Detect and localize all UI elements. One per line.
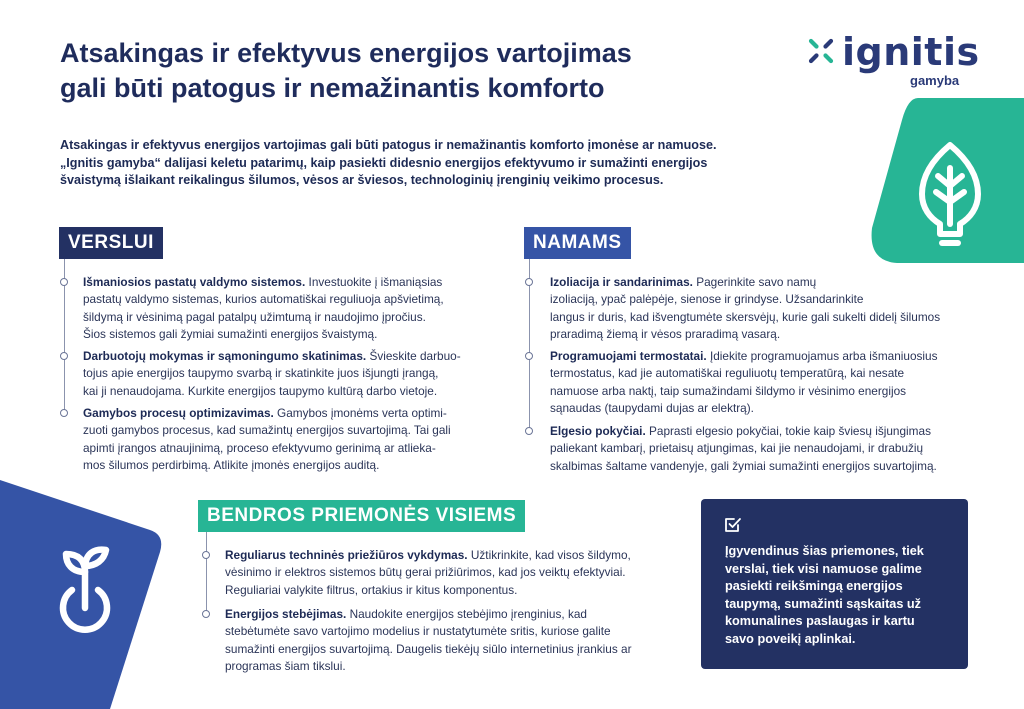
checkbox-icon <box>723 515 743 535</box>
item-heading: Elgesio pokyčiai. <box>550 424 646 438</box>
bullet <box>525 427 533 435</box>
bullet <box>525 352 533 360</box>
bullet <box>60 409 68 417</box>
ignitis-logo <box>806 30 980 92</box>
section-tag-verslui: VERSLUI <box>59 227 163 259</box>
intro-line: Atsakingas ir efektyvus energijos vartojimas gali būti patogus ir nemažinantis komforto įmonėse ar namuose. <box>60 138 717 152</box>
bullet <box>60 278 68 286</box>
item-heading: Reguliarus techninės priežiūros vykdymas. <box>225 548 468 562</box>
verslui-item-smart-buildings: Išmaniosios pastatų valdymo sistemos. Investuokite į išmaniąsias pastatų valdymo sistemas, kurios automatiškai reguliuoja apšvietimą, šildymą ir vėsinimą pagal patalpų užimtumą ir naudojimo įpročius. Šios sistemos gali žymiai sumažinti energijos švaistymą. <box>83 275 444 341</box>
title-line-1: Atsakingas ir efektyvus energijos vartojimas <box>60 38 632 68</box>
conclusion-text: Įgyvendinus šias priemones, tiek verslai, tiek visi namuose galime pasiekti reikšmingą energijos taupymą, sumažinti sąskaitas už komunalines paslaugas ir kartu savo poveikį aplinkai. <box>725 544 924 646</box>
namams-item-thermostats: Programuojami termostatai. Įdiekite programuojamus arba išmaniuosius termostatus, kad jie automatiškai reguliuotų temperatūrą, kai nesate namuose arba naktį, taip sumažindami šildymo ir vėsinimo energijos sąnaudas (taupydami dujas ar elektrą). <box>550 349 938 415</box>
namams-item-insulation: Izoliacija ir sandarinimas. Pagerinkite savo namų izoliaciją, ypač palėpėje, sienose ir grindyse. Užsandarinkite langus ir duris, kad išvengtumėte skersvėjų, kurie gali sukelti didelį šilumos praradimą žiemą ir vėsos praradimą vasarą. <box>550 275 941 341</box>
timeline-line <box>206 532 207 614</box>
item-heading: Gamybos procesų optimizavimas. <box>83 406 274 420</box>
bullet <box>202 610 210 618</box>
verslui-item-production-optimization: Gamybos procesų optimizavimas. Gamybos įmonėms verta optimi- zuoti gamybos procesus, kad sumažintų energijos suvartojimą. Tai gali apimti įrangos atnaujinimą, proceso efektyvumo gerinimą ar atlieka- mos šilumos perdirbimą. Atlikite įmonės energijos auditą. <box>83 406 451 472</box>
lightbulb-leaf-icon <box>860 98 1024 263</box>
verslui-item-employee-training: Darbuotojų mokymas ir sąmoningumo skatinimas. Švieskite darbuo- tojus apie energijos taupymo svarbą ir skatinkite juos išjungti įrangą, kai ji nenaudojama. Kurkite energijos taupymo kultūrą darbo vietoje. <box>83 349 461 398</box>
section-tag-bendros: BENDROS PRIEMONĖS VISIEMS <box>198 500 525 532</box>
namams-item-behavior: Elgesio pokyčiai. Paprasti elgesio pokyčiai, tokie kaip šviesų išjungimas paliekant kambarį, prietaisų atjungimas, kai jie nenaudojami, ir drabužių skalbimas šaltame vandenyje, gali žymiai sumažinti energijos suvartojimą. <box>550 424 937 473</box>
item-heading: Darbuotojų mokymas ir sąmoningumo skatinimas. <box>83 349 367 363</box>
item-heading: Programuojami termostatai. <box>550 349 707 363</box>
bullet <box>525 278 533 286</box>
bendros-item-monitoring: Energijos stebėjimas. Naudokite energijos stebėjimo įrenginius, kad stebėtumėte savo vartojimo modelius ir nustatytumėte sritis, kuriose galite sumažinti energijos suvartojimą. Daugelis tiekėjų siūlo internetinius įrankius ar programas šiam tikslui. <box>225 607 632 673</box>
intro-line: švaistymą išlaikant reikalingus šilumos, vėsos ar šviesos, technologinių įrenginių veikimo procesus. <box>60 173 664 187</box>
page-title <box>60 36 760 106</box>
intro-line: „Ignitis gamyba“ dalijasi keletu patarimų, kaip pasiekti didesnio energijos efektyvumo ir sumažinti energijos <box>60 155 708 170</box>
bullet <box>202 551 210 559</box>
bendros-item-maintenance: Reguliarus techninės priežiūros vykdymas. Užtikrinkite, kad visos šildymo, vėsinimo ir elektros sistemos būtų gerai prižiūrimos, kad jos veiktų efektyviai. Reguliariai valykite filtrus, ortakius ir kitus komponentus. <box>225 548 631 597</box>
logo-cross-icon <box>806 36 836 66</box>
bullet <box>60 352 68 360</box>
item-heading: Išmaniosios pastatų valdymo sistemos. <box>83 275 306 289</box>
item-heading: Izoliacija ir sandarinimas. <box>550 275 693 289</box>
section-tag-namams: NAMAMS <box>524 227 631 259</box>
conclusion-box <box>701 499 968 669</box>
intro-paragraph <box>60 137 790 190</box>
logo-wordmark: ignitis <box>842 30 980 74</box>
power-sprout-icon <box>0 480 165 709</box>
logo-subtitle: gamyba <box>910 73 960 88</box>
title-line-2: gali būti patogus ir nemažinantis komforto <box>60 73 605 103</box>
item-heading: Energijos stebėjimas. <box>225 607 347 621</box>
